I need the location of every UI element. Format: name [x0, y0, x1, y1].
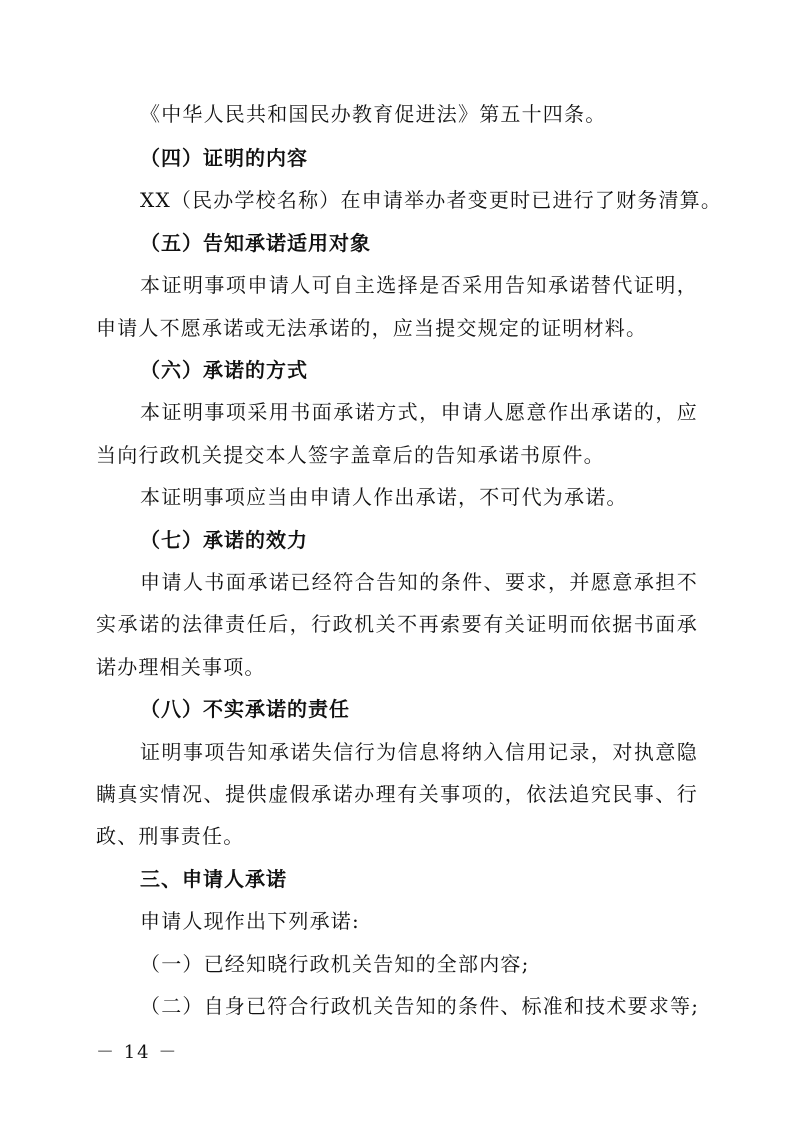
text-line: XX（民办学校名称）在申请举办者变更时已进行了财务清算。	[140, 188, 723, 212]
section-heading-8: （八）不实承诺的责任	[140, 697, 350, 721]
text-line: （二）自身已符合行政机关告知的条件、标准和技术要求等;	[140, 994, 700, 1018]
section-heading-6: （六）承诺的方式	[140, 358, 308, 382]
text-line: 诺办理相关事项。	[96, 655, 266, 679]
section-heading-4: （四）证明的内容	[140, 146, 308, 170]
section-heading-3: 三、申请人承诺	[140, 867, 287, 891]
section-heading-7: （七）承诺的效力	[140, 528, 308, 552]
text-line: 《中华人民共和国民办教育促进法》第五十四条。	[140, 102, 607, 126]
text-line: （一）已经知晓行政机关告知的全部内容;	[140, 952, 530, 976]
text-line: 瞒真实情况、提供虚假承诺办理有关事项的，依法追究民事、行	[96, 782, 698, 806]
text-line: 本证明事项应当由申请人作出承诺，不可代为承诺。	[140, 485, 628, 509]
text-line: 证明事项告知承诺失信行为信息将纳入信用记录，对执意隐	[140, 740, 698, 764]
section-heading-5: （五）告知承诺适用对象	[140, 231, 371, 255]
text-line: 当向行政机关提交本人签字盖章后的告知承诺书原件。	[96, 443, 605, 467]
text-line: 实承诺的法律责任后，行政机关不再索要有关证明而依据书面承	[96, 612, 698, 636]
text-line: 申请人不愿承诺或无法承诺的，应当提交规定的证明材料。	[96, 316, 648, 340]
page-number: － 14 －	[96, 1042, 179, 1063]
text-line: 申请人现作出下列承诺:	[140, 909, 360, 933]
text-line: 本证明事项采用书面承诺方式，申请人愿意作出承诺的，应	[140, 400, 698, 424]
text-line: 申请人书面承诺已经符合告知的条件、要求，并愿意承担不	[140, 570, 698, 594]
text-line: 政、刑事责任。	[96, 824, 245, 848]
text-line: 本证明事项申请人可自主选择是否采用告知承诺替代证明，	[140, 273, 698, 297]
